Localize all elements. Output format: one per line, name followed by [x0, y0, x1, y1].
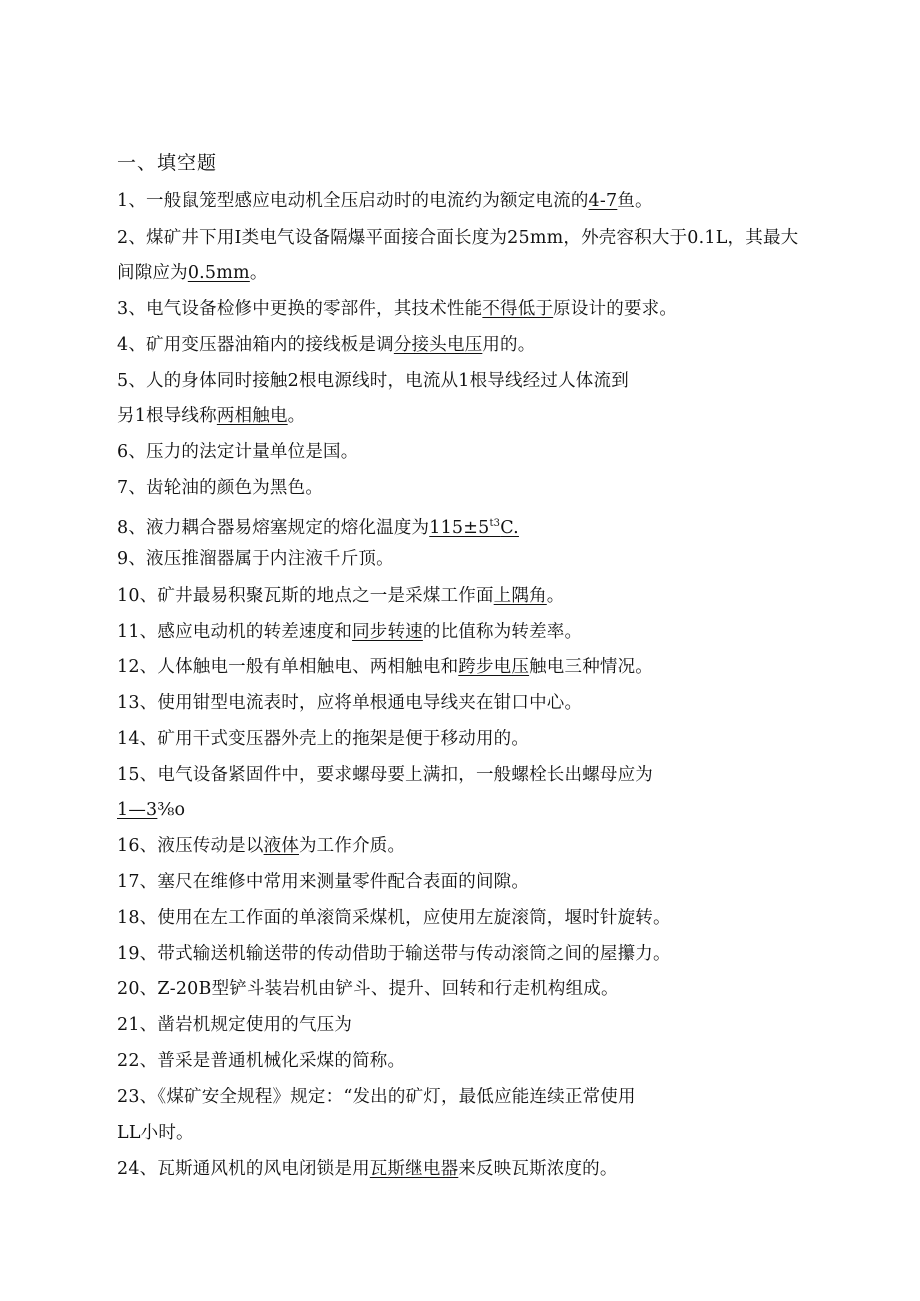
question-24 — [117, 1157, 618, 1181]
question-12 — [117, 655, 653, 679]
q3-answer: 不得低于 — [482, 299, 554, 319]
question-5-line-1: 5、人的身体同时接触2根电源线时，电流从1根导线经过人体流到 — [117, 371, 629, 391]
q5-text-after: 。 — [287, 406, 306, 426]
q16-text-before: 16、液压传动是以 — [117, 836, 264, 856]
q24-text-after: 来反映瓦斯浓度的。 — [458, 1159, 618, 1179]
question-6: 6、压力的法定计量单位是国。 — [117, 442, 359, 462]
question-21: 21、凿岩机规定使用的气压为 — [117, 1015, 353, 1035]
q10-answer: 上隅角 — [493, 586, 547, 606]
q24-answer: 瓦斯继电器 — [369, 1159, 459, 1179]
q8-text-after: C. — [500, 517, 519, 538]
question-11 — [117, 620, 582, 644]
question-17: 17、塞尺在维修中常用来测量零件配合表面的间隙。 — [117, 872, 530, 892]
q8-answer — [429, 518, 519, 538]
q4-answer: 分接头电压 — [393, 335, 483, 355]
question-13: 13、使用钳型电流表时，应将单根通电导线夹在钳口中心。 — [117, 693, 583, 713]
q10-text-after: 。 — [546, 586, 565, 606]
question-23-line-2: LL小时。 — [117, 1123, 194, 1143]
question-16 — [117, 834, 405, 858]
q4-text-before: 4、矿用变压器油箱内的接线板是调 — [117, 335, 394, 355]
q3-text-before: 3、电气设备检修中更换的零部件，其技术性能 — [117, 299, 483, 319]
q8-superscript: t3 — [489, 518, 501, 529]
question-4 — [117, 333, 535, 357]
question-15-line-1: 15、电气设备紧固件中，要求螺母要上满扣，一般螺栓长出螺母应为 — [117, 765, 653, 785]
q3-text-after: 原设计的要求。 — [553, 299, 678, 319]
q8-text-before: 8、液力耦合器易熔塞规定的熔化温度为 — [117, 517, 430, 538]
question-18: 18、使用在左工作面的单滚筒采煤机，应使用左旋滚筒，堰时针旋转。 — [117, 908, 671, 928]
q1-answer: 4-7 — [588, 191, 618, 211]
q5-text-before: 另1根导线称 — [117, 406, 217, 426]
q1-text-after: 鱼。 — [617, 191, 653, 211]
q11-answer: 同步转速 — [352, 622, 423, 642]
q11-text-after: 的比值称为转差率。 — [422, 622, 583, 642]
q2-text-before: 间隙应为 — [117, 263, 188, 283]
q5-answer: 两相触电 — [216, 406, 288, 426]
q12-text-after: 触电三种情况。 — [529, 657, 653, 677]
question-2-line-1: 2、煤矿井下用Ⅰ类电气设备隔爆平面接合面长度为25mm，外壳容积大于0.1L，其最大 — [117, 228, 799, 248]
q16-text-after: 为工作介质。 — [298, 836, 406, 856]
q11-text-before: 11、感应电动机的转差速度和 — [117, 622, 353, 642]
question-8 — [117, 512, 519, 540]
question-23-line-1: 23、《煤矿安全规程》规定：“发出的矿灯，最低应能连续正常使用 — [117, 1087, 636, 1107]
q8-answer-value: 115±5 — [429, 517, 490, 538]
q12-answer: 跨步电压 — [458, 657, 530, 677]
question-5-line-2 — [117, 404, 305, 428]
question-3 — [117, 297, 677, 321]
q1-text-before: 1、一般鼠笼型感应电动机全压启动时的电流约为额定电流的 — [117, 191, 589, 211]
q12-text-before: 12、人体触电一般有单相触电、两相触电和 — [117, 657, 459, 677]
question-1 — [117, 189, 653, 213]
q10-text-before: 10、矿井最易积聚瓦斯的地点之一是采煤工作面 — [117, 586, 494, 606]
q4-text-after: 用的。 — [482, 335, 536, 355]
question-14: 14、矿用干式变压器外壳上的拖架是便于移动用的。 — [117, 729, 530, 749]
question-9: 9、液压推溜器属于内注液千斤顶。 — [117, 549, 394, 569]
question-2-line-2 — [117, 261, 268, 285]
question-20: 20、Z-20B型铲斗装岩机由铲斗、提升、回转和行走机构组成。 — [117, 979, 619, 999]
question-22: 22、普采是普通机械化采煤的简称。 — [117, 1051, 406, 1071]
question-7: 7、齿轮油的颜色为黑色。 — [117, 478, 324, 498]
question-19: 19、带式输送机输送带的传动借助于输送带与传动滚筒之间的屋攥力。 — [117, 944, 671, 964]
q16-answer: 液体 — [263, 836, 299, 856]
q15-text-after: ⅜o — [157, 800, 186, 820]
question-15-line-2 — [117, 798, 185, 822]
question-10 — [117, 584, 564, 608]
q15-answer: 1—3 — [117, 800, 158, 820]
section-heading: 一、填空题 — [117, 152, 218, 174]
q2-text-after: 。 — [249, 263, 268, 283]
q2-answer: 0.5mm — [187, 263, 250, 283]
q24-text-before: 24、瓦斯通风机的风电闭锁是用 — [117, 1159, 370, 1179]
